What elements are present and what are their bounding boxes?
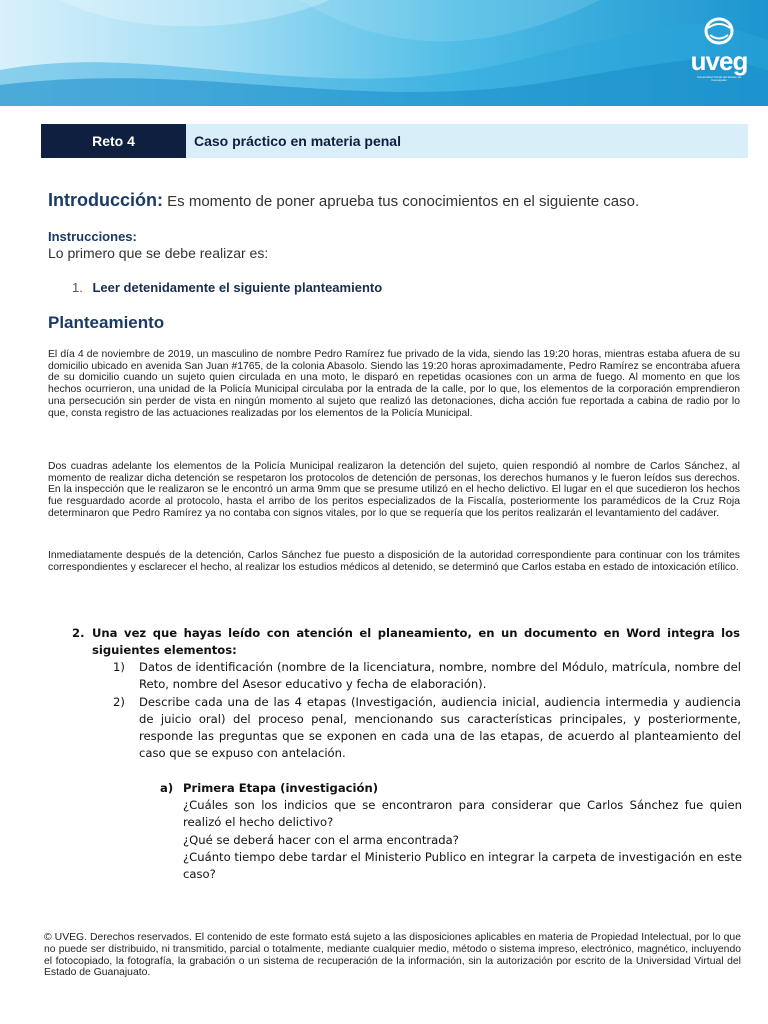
planteamiento-heading: Planteamiento: [48, 313, 165, 332]
step-1-number: 1.: [72, 280, 83, 295]
stage-a-question-1: ¿Cuáles son los indicios que se encontraron para considerar que Carlos Sánchez fue quien realizó el hecho delictivo?: [183, 798, 742, 830]
uveg-logo-mark-icon: [688, 16, 750, 50]
step-2-number: 2.: [72, 626, 85, 640]
title-bar: [41, 124, 748, 158]
list-item-text: Datos de identificación (nombre de la licenciatura, nombre, nombre del Módulo, matrícula, nombre del Reto, nombre del Asesor educativo y fecha de elaboración).: [139, 660, 741, 691]
list-item: [113, 659, 741, 693]
step-1-text: Leer detenidamente el siguiente planteamiento: [92, 280, 383, 295]
list-item-text: Describe cada una de las 4 etapas (Investigación, audiencia inicial, audiencia intermedia y audiencia de juicio oral) del proceso penal, mencionando sus características principales, y posteriormente, responde las preguntas que se exponen en cada una de las etapas, de acuerdo al planteamiento del caso que se expuso con antelación.: [139, 695, 741, 760]
step-2: [72, 625, 740, 659]
introduction: [48, 190, 639, 211]
introduction-text: Es momento de poner aprueba tus conocimientos en el siguiente caso.: [163, 193, 640, 210]
stage-a-question-2: ¿Qué se deberá hacer con el arma encontrada?: [183, 832, 459, 847]
planteamiento-paragraph-1: El día 4 de noviembre de 2019, un masculino de nombre Pedro Ramírez fue privado de la vida, siendo las 19:20 horas, mientras estaba afuera de su domicilio ubicado en avenida San Juan #1765, de la colonia Abasolo. Siendo las 19:20 horas aproximadamente, Pedro Ramírez se encontraba afuera de su domicilio cuando un sujeto quien circulada en una moto, le disparó en repetidas ocasiones con un arma de fuego. Al momento en que los hechos ocurrieron, una unidad de la Policía Municipal circulaba por la entrada de la calle, por lo que, los elementos de la corporación emprendieron una persecución sin perder de vista en ningún momento al sujeto que realizó las detonaciones, dicha acción fue reportada a cabina de radio por lo que, consta registro de las actuaciones realizadas por los elementos de la Policía Municipal.: [48, 349, 740, 419]
introduction-heading: Introducción:: [48, 190, 163, 210]
planteamiento-paragraph-2: Dos cuadras adelante los elementos de la Policía Municipal realizaron la detención del sujeto, quien respondió al nombre de Carlos Sánchez, al momento de realizar dicha detención se respetaron los protocolos de detención de personas, los derechos humanos y le fueron leídos sus derechos. En la inspección que le realizaron se le encontró un arma 9mm que se presume utilizó en el hecho delictivo. El lugar en el que sucedieron los hechos fue resguardado acorde al protocolo, hasta el arribo de los peritos especializados de la Fiscalía, posteriormente los paramédicos de la Cruz Roja determinaron que Pedro Ramírez ya no contaba con signos vitales, por lo que se requería que los peritos realizarán el levantamiento del cadáver.: [48, 461, 740, 519]
step-1: [72, 280, 382, 295]
uveg-logo-text: uveg: [690, 46, 748, 76]
banner-wave-decoration: [0, 0, 768, 106]
step-2-text: Una vez que hayas leído con atención el planeamiento, en un documento en Word integra los siguientes elementos:: [92, 626, 740, 657]
copyright-footer: © UVEG. Derechos reservados. El contenido de este formato está sujeto a las disposiciones aplicables en materia de Propiedad Intelectual, por lo que no puede ser distribuido, ni transmitido, parcial o totalmente, mediante cualquier medio, método o sistema impreso, electrónico, magnético, incluyendo el fotocopiado, la fotografía, la grabación o un sistema de recuperación de la información, sin la autorización por escrito de la Universidad Virtual del Estado de Guanajuato.: [44, 932, 741, 979]
stage-a-title: Primera Etapa (investigación): [183, 781, 379, 795]
header-banner: [0, 0, 768, 106]
uveg-logo: [688, 16, 750, 86]
stage-a-letter: a): [160, 781, 174, 795]
page-title: Caso práctico en materia penal: [186, 124, 748, 158]
planteamiento-paragraph-3: Inmediatamente después de la detención, Carlos Sánchez fue puesto a disposición de la autoridad correspondiente para continuar con los trámites correspondientes y esclarecer el hecho, al realizar los estudios médicos al detenido, se determinó que Carlos estaba en estado de intoxicación etílico.: [48, 550, 740, 573]
instructions-text: Lo primero que se debe realizar es:: [48, 245, 269, 261]
reto-label: Reto 4: [41, 124, 186, 158]
stage-a: [160, 780, 742, 883]
list-item: [113, 694, 741, 762]
list-item-number: 1): [113, 660, 125, 674]
instructions-heading: Instrucciones:: [48, 229, 137, 244]
uveg-logo-subtext: Universidad Virtual del Estado de Guanajuato: [696, 76, 742, 82]
stage-a-question-3: ¿Cuánto tiempo debe tardar el Ministerio Publico en integrar la carpeta de investigación en este caso?: [183, 849, 742, 882]
list-item-number: 2): [113, 695, 125, 709]
